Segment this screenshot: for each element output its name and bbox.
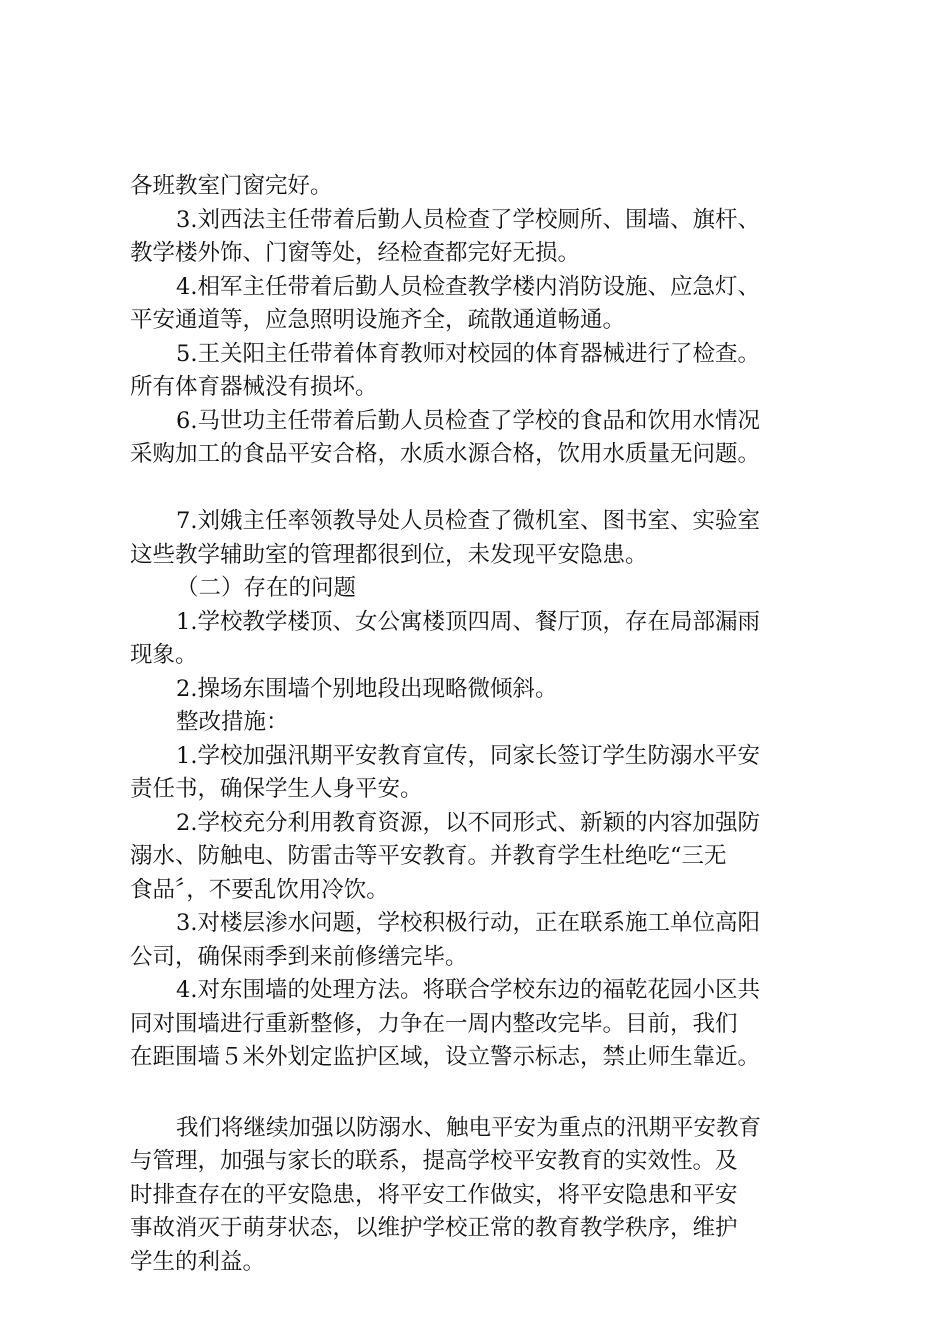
- text-line: 7.刘娥主任率领教导处人员检查了微机室、图书室、实验室: [176, 508, 760, 534]
- section-heading: 整改措施：: [176, 709, 289, 735]
- text-line: 5.王关阳主任带着体育教师对校园的体育器械进行了检查。: [176, 340, 760, 367]
- text-line: 1.学校教学楼顶、女公寓楼顶四周、餐厅顶，存在局部漏雨: [176, 608, 760, 635]
- text-line: 公司，确保雨季到来前修缮完毕。: [130, 943, 468, 970]
- text-line: 责任书，确保学生人身平安。: [130, 776, 423, 802]
- text-line: 同对围墙进行重新整修，力争在一周内整改完毕。目前，我们: [130, 1010, 738, 1037]
- text-line: 1.学校加强汛期平安教育宣传，同家长签订学生防溺水平安: [176, 742, 760, 769]
- text-line: 4.对东围墙的处理方法。将联合学校东边的福乾花园小区共: [176, 977, 760, 1003]
- text-line: 3.刘西法主任带着后勤人员检查了学校厕所、围墙、旗杆、: [176, 206, 760, 233]
- text-line: 时排查存在的平安隐患，将平安工作做实，将平安隐患和平安: [130, 1181, 738, 1208]
- text-line: 与管理，加强与家长的联系，提高学校平安教育的实效性。及: [130, 1148, 738, 1174]
- text-line: 各班教室门窗完好。: [130, 173, 333, 199]
- text-line: 在距围墙５米外划定监护区域，设立警示标志，禁止师生靠近。: [130, 1044, 761, 1070]
- document-body: [130, 170, 850, 1279]
- text-line: 2.操场东围墙个别地段出现略微倾斜。: [176, 675, 558, 702]
- text-line: 教学楼外饰、门窗等处，经检查都完好无损。: [130, 240, 581, 266]
- text-line: 2.学校充分利用教育资源，以不同形式、新颖的内容加强防: [176, 809, 760, 836]
- text-line: 现象。: [130, 642, 198, 668]
- text-line: 所有体育器械没有损坏。: [130, 374, 378, 400]
- section-heading: （二）存在的问题: [176, 575, 357, 601]
- text-line: 3.对楼层渗水问题，学校积极行动，正在联系施工单位高阳: [176, 910, 760, 936]
- text-line: 平安通道等，应急照明设施齐全，疏散通道畅通。: [130, 307, 626, 333]
- text-line: 采购加工的食品平安合格，水质水源合格，饮用水质量无问题。: [130, 441, 761, 467]
- text-line: 6.马世功主任带着后勤人员检查了学校的食品和饮用水情况: [176, 407, 760, 434]
- text-line: 4.相军主任带着后勤人员检查教学楼内消防设施、应急灯、: [176, 273, 760, 300]
- text-line: 溺水、防触电、防雷击等平安教育。并教育学生杜绝吃“三无: [130, 843, 727, 869]
- text-line: 事故消灭于萌芽状态，以维护学校正常的教育教学秩序，维护: [130, 1215, 738, 1241]
- text-line: 这些教学辅助室的管理都很到位，未发现平安隐患。: [130, 541, 648, 568]
- text-line: 食品〞，不要乱饮用冷饮。: [130, 876, 389, 903]
- text-line: 学生的利益。: [130, 1248, 266, 1275]
- text-line: 我们将继续加强以防溺水、触电平安为重点的汛期平安教育: [176, 1114, 762, 1141]
